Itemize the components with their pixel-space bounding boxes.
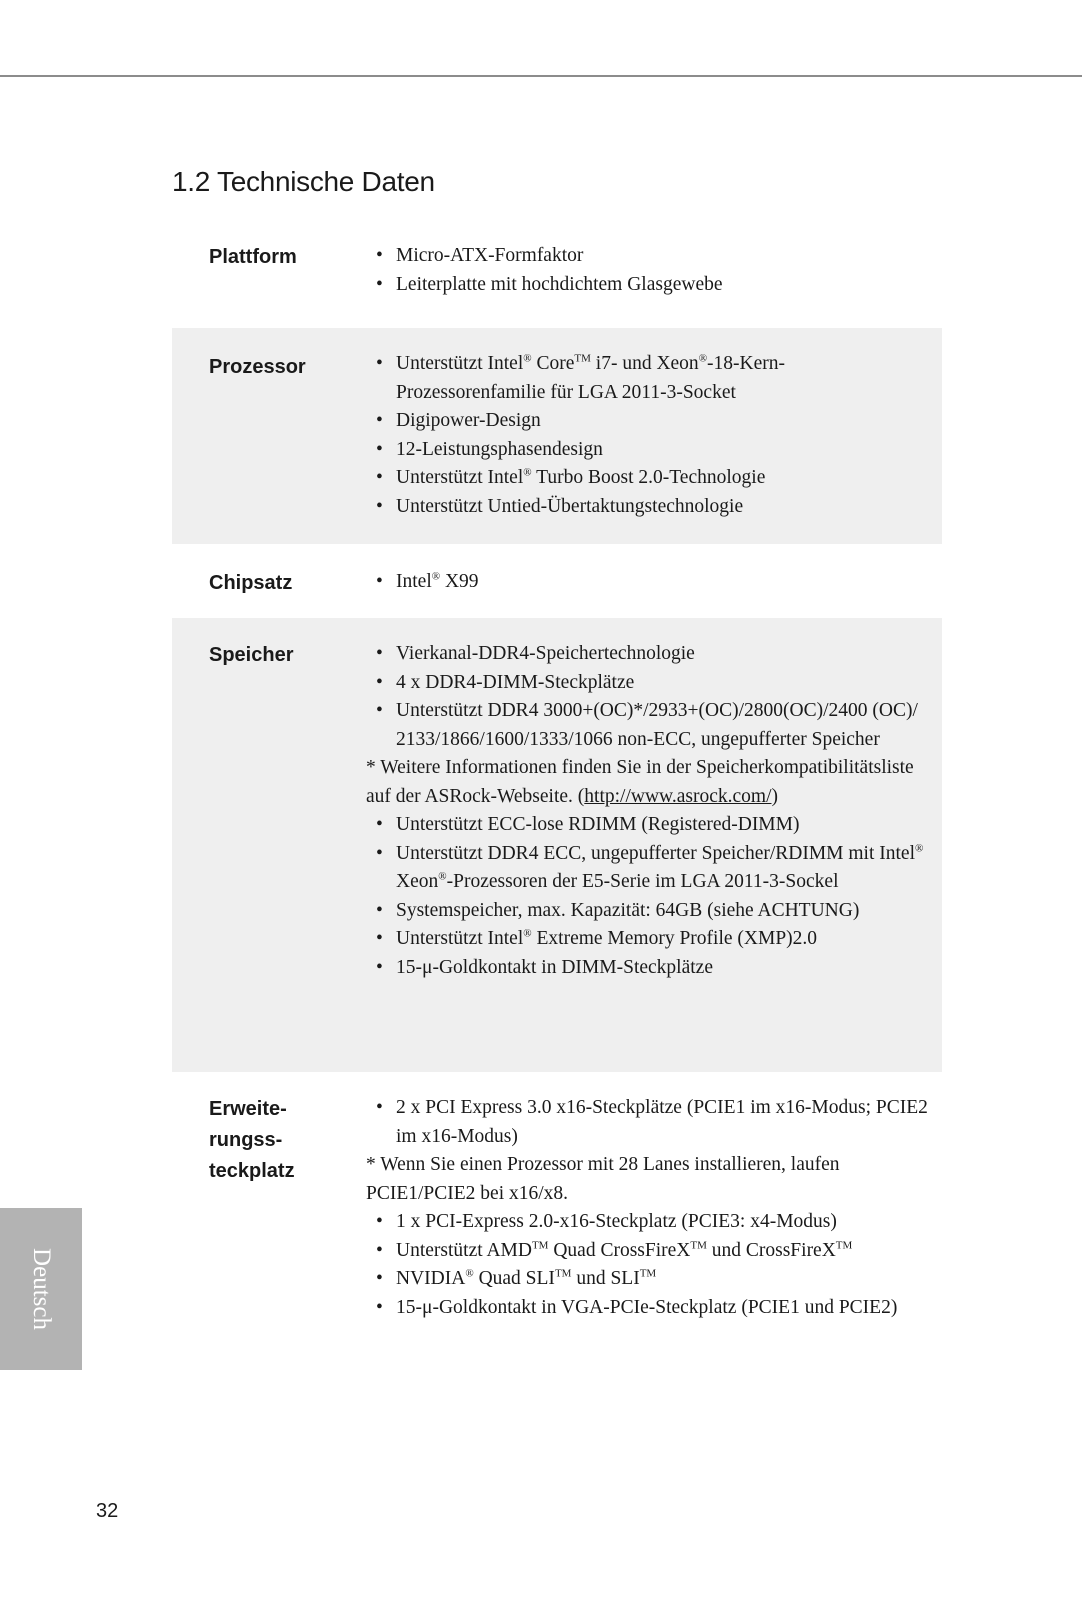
lanes-note: * Wenn Sie einen Prozessor mit 28 Lanes installieren, laufen PCIE1/PCIE2 bei x16/x8. [366, 1154, 840, 1204]
section-label: Prozessor [209, 356, 306, 378]
side-tab-label: Deutsch [28, 1248, 55, 1330]
language-side-tab [0, 1208, 82, 1370]
list-item: • 15-μ-Goldkontakt in VGA-PCIe-Steckplatz (PCIE1 und PCIE2) [366, 1294, 932, 1323]
list-item: • 12-Leistungsphasendesign [366, 436, 932, 465]
page-title: 1.2 Technische Daten [172, 166, 435, 197]
list-item: • Unterstützt Intel® Core™ i7- und Xeon®-18-Kern-Prozessorenfamilie für LGA 2011-3-Socket [366, 350, 932, 407]
asrock-website-link[interactable]: http://www.asrock.com/ [584, 785, 772, 807]
list-item: • Systemspeicher, max. Kapazität: 64GB (siehe ACHTUNG) [366, 897, 932, 926]
section-label: Erweite- rungss- teckplatz [209, 1098, 295, 1182]
spec-list [366, 242, 932, 299]
memory-note: * Weitere Informationen finden Sie in der Speicherkompatibilitätsliste auf der ASRock-Webseite. (http://www.asrock.com/) [366, 757, 914, 807]
list-item: • NVIDIA® Quad SLI™ und SLI™ [366, 1265, 932, 1294]
list-item: • 4 x DDR4-DIMM-Steckplätze [366, 669, 932, 698]
list-item: • Intel® X99 [366, 568, 932, 597]
spec-list [366, 1094, 932, 1151]
section-label: Speicher [209, 644, 294, 666]
spec-list [366, 640, 932, 754]
list-item: • Micro-ATX-Formfaktor [366, 242, 932, 271]
spec-list [366, 811, 932, 982]
section-speicher [172, 618, 942, 1072]
spec-list [366, 1208, 932, 1322]
page-number: 32 [96, 1500, 119, 1522]
list-item: • Unterstützt Untied-Übertaktungstechnologie [366, 493, 932, 522]
list-item: • Unterstützt AMD™ Quad CrossFireX™ und CrossFireX™ [366, 1237, 932, 1266]
section-label: Chipsatz [209, 572, 293, 594]
list-item: • Unterstützt Intel® Extreme Memory Profile (XMP)2.0 [366, 925, 932, 954]
spec-list [366, 568, 932, 597]
section-plattform [172, 242, 942, 322]
list-item: • 15-μ-Goldkontakt in DIMM-Steckplätze [366, 954, 932, 983]
list-item: • Vierkanal-DDR4-Speichertechnologie [366, 640, 932, 669]
list-item: • Unterstützt DDR4 ECC, ungepufferter Speicher/RDIMM mit Intel® Xeon®-Prozessoren der E5-Serie im LGA 2011-3-Sockel [366, 840, 932, 897]
list-item: • Unterstützt Intel® Turbo Boost 2.0-Technologie [366, 464, 932, 493]
section-label: Plattform [209, 246, 297, 268]
spec-list [366, 350, 932, 521]
section-chipsatz [172, 544, 942, 618]
header-rule [0, 75, 1082, 77]
section-erweiterung [172, 1072, 942, 1372]
list-item: • Digipower-Design [366, 407, 932, 436]
section-prozessor [172, 328, 942, 544]
list-item: • 1 x PCI-Express 2.0-x16-Steckplatz (PCIE3: x4-Modus) [366, 1208, 932, 1237]
list-item: • Leiterplatte mit hochdichtem Glasgewebe [366, 271, 932, 300]
list-item: • 2 x PCI Express 3.0 x16-Steckplätze (PCIE1 im x16-Modus; PCIE2 im x16-Modus) [366, 1094, 932, 1151]
list-item: • Unterstützt DDR4 3000+(OC)*/2933+(OC)/2800(OC)/2400 (OC)/ 2133/1866/1600/1333/1066 non-ECC, ungepufferter Speicher [366, 697, 932, 754]
list-item: • Unterstützt ECC-lose RDIMM (Registered-DIMM) [366, 811, 932, 840]
